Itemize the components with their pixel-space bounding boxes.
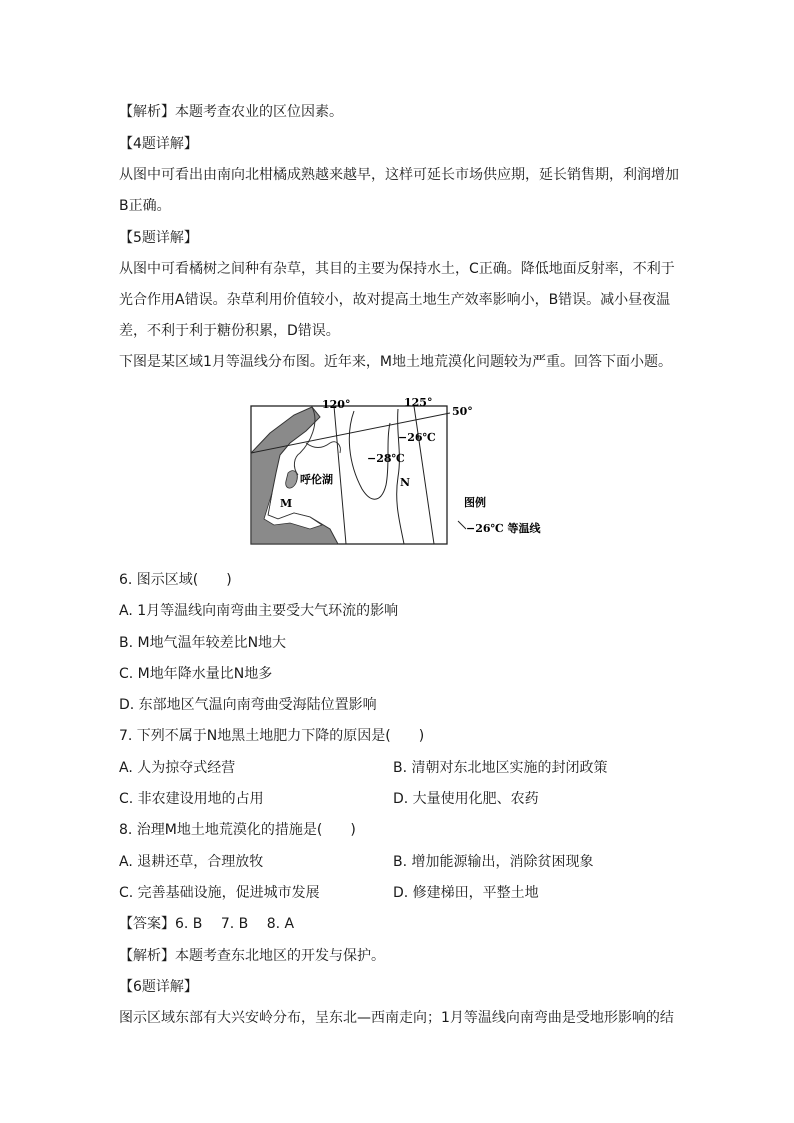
- label-n: N: [400, 476, 411, 489]
- longitude-line-125: [414, 406, 434, 544]
- label-50: 50°: [452, 405, 473, 418]
- label-125: 125°: [404, 396, 433, 409]
- q6-option-a: A. 1月等温线向南弯曲主要受大气环流的影响: [119, 603, 399, 619]
- q7-option-a: A. 人为掠夺式经营: [119, 760, 236, 776]
- valley-white: [264, 493, 322, 529]
- answer-line: 【答案】6. B 7. B 8. A: [119, 916, 295, 932]
- legend-line: [458, 521, 466, 529]
- label-iso-28: −28℃: [367, 452, 405, 465]
- label-m: M: [280, 497, 293, 510]
- q6-text-1: 图示区域东部有大兴安岭分布，呈东北—西南走向；1月等温线向南弯曲是受地形影响的结: [119, 1010, 674, 1026]
- q7-stem: 7. 下列不属于N地黑土地肥力下降的原因是( ): [119, 728, 425, 744]
- q7-option-d: D. 大量使用化肥、农药: [393, 791, 539, 807]
- q8-stem: 8. 治理M地土地荒漠化的措施是( ): [119, 822, 356, 838]
- river-line-2: [306, 442, 340, 453]
- q5-heading: 【5题详解】: [119, 230, 198, 246]
- q6-option-c: C. M地年降水量比N地多: [119, 666, 273, 682]
- q6-option-b: B. M地气温年较差比N地大: [119, 635, 287, 651]
- longitude-line-120: [334, 406, 346, 544]
- q8-option-a: A. 退耕还草，合理放牧: [119, 854, 264, 870]
- q8-option-c: C. 完善基础设施，促进城市发展: [119, 885, 320, 901]
- q4-text-1: 从图中可看出由南向北柑橘成熟越来越早，这样可延长市场供应期，延长销售期，利润增加: [119, 167, 679, 183]
- label-iso-26: −26℃: [398, 431, 436, 444]
- q6-stem: 6. 图示区域( ): [119, 572, 232, 588]
- q7-option-b: B. 清朝对东北地区实施的封闭政策: [393, 760, 608, 776]
- q7-option-c: C. 非农建设用地的占用: [119, 791, 264, 807]
- q6-option-d: D. 东部地区气温向南弯曲受海陆位置影响: [119, 697, 377, 713]
- q5-text-1: 从图中可看橘树之间种有杂草，其目的主要为保持水土，C正确。降低地面反射率，不利于: [119, 261, 675, 277]
- legend-title: 图例: [464, 496, 486, 509]
- analysis-line-2: 【解析】本题考查东北地区的开发与保护。: [119, 948, 385, 964]
- analysis-line: 【解析】本题考查农业的区位因素。: [119, 104, 343, 120]
- intro-text: 下图是某区域1月等温线分布图。近年来，M地土地荒漠化问题较为严重。回答下面小题。: [119, 354, 672, 370]
- q8-option-b: B. 增加能源输出，消除贫困现象: [393, 854, 594, 870]
- q5-text-3: 差，不利于利于糖份积累，D错误。: [119, 323, 340, 339]
- q6-heading: 【6题详解】: [119, 979, 198, 995]
- q5-text-2: 光合作用A错误。杂草利用价值较小，故对提高土地生产效率影响小，B错误。减小昼夜温: [119, 292, 671, 308]
- legend-label: −26℃ 等温线: [466, 522, 541, 535]
- isotherm-map: [250, 393, 550, 545]
- label-120: 120°: [322, 398, 351, 411]
- q4-text-2: B正确。: [119, 198, 171, 214]
- q4-heading: 【4题详解】: [119, 136, 198, 152]
- q8-option-d: D. 修建梯田，平整土地: [393, 885, 539, 901]
- label-hulun-lake: 呼伦湖: [300, 473, 333, 486]
- hulun-lake-shape: [286, 471, 298, 488]
